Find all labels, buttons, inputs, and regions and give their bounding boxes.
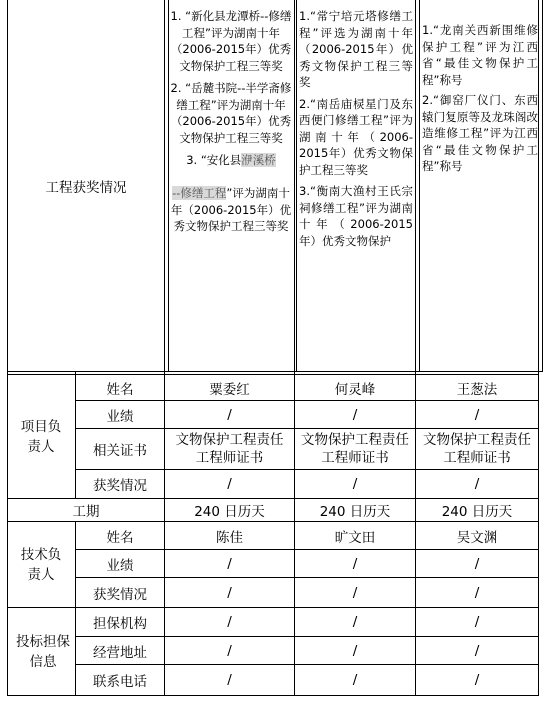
agency-value: / xyxy=(474,614,480,630)
row-label-address: 经营地址 xyxy=(93,644,147,661)
row-label-name: 姓名 xyxy=(106,381,134,398)
address-value: / xyxy=(474,642,480,659)
award-item-prefix: 3. “安化县 xyxy=(186,153,242,167)
award-list-col1 xyxy=(170,8,292,235)
duration-value: 240 日历天 xyxy=(194,504,265,520)
duration-label: 工期 xyxy=(72,504,100,520)
awards-value: / xyxy=(474,584,480,601)
award-section-label: 工程获奖情况 xyxy=(45,179,127,196)
certificate-value: 文物保护工程责任工程师证书 xyxy=(423,432,531,466)
row-label-phone: 联系电话 xyxy=(93,674,147,690)
awards-value: / xyxy=(474,476,480,492)
tech-leader-name: 旷文田 xyxy=(334,529,376,546)
award-item: 2.“御窑厂仪门、东西辕门复原等及龙珠阁改造维修工程”评为江西省“最佳文物保护工程”称号 xyxy=(422,93,538,173)
awards-value: / xyxy=(227,476,232,492)
guarantee-label: 投标担保信息 xyxy=(16,633,70,670)
row-label-awards: 获奖情况 xyxy=(93,478,147,494)
phone-value: / xyxy=(352,672,358,688)
table-border-right xyxy=(538,0,539,696)
certificate-value: 文物保护工程责任工程师证书 xyxy=(301,432,409,466)
row-label-performance: 业绩 xyxy=(106,408,134,425)
awards-value: / xyxy=(352,584,358,601)
agency-value: / xyxy=(352,614,358,630)
bid-info-table xyxy=(7,0,543,696)
row-label-certificate: 相关证书 xyxy=(93,443,147,459)
award-list-col3 xyxy=(422,22,538,175)
award-item: 3.“衡南大渔村王氏宗祠修缮工程”评为湖南十年（2006-2015年）优秀文物保护 xyxy=(299,184,413,248)
award-item: 1. “新化县龙潭桥--修缮工程”评为湖南十年（2006-2015年）优秀文物保护工程三等奖 xyxy=(170,9,292,73)
address-value: / xyxy=(227,642,232,659)
performance-value: / xyxy=(474,406,480,423)
award-item: 2. “岳麓书院--半学斋修缮工程”评为湖南十年（2006-2015年）优秀文物保护工程三等奖 xyxy=(170,81,292,145)
award-item-suffix: ”评为湖南十年（2006-2015年）优秀文物保护工程三等奖 xyxy=(170,186,292,233)
project-leader-name: 王葱法 xyxy=(456,381,498,398)
project-leader-label: 项目负责人 xyxy=(20,418,62,455)
tech-leader-name: 陈佳 xyxy=(216,529,243,546)
award-list-col2 xyxy=(299,8,413,249)
performance-value: / xyxy=(474,555,480,572)
project-leader-name: 何灵峰 xyxy=(334,381,376,398)
performance-value: / xyxy=(227,555,232,572)
address-value: / xyxy=(352,642,358,659)
tech-leader-name: 吴文渊 xyxy=(456,529,498,546)
certificate-value: 文物保护工程责任工程师证书 xyxy=(175,432,284,466)
phone-value: / xyxy=(227,672,232,688)
highlighted-text: 洢溪桥 xyxy=(241,153,276,167)
row-divider xyxy=(7,371,543,372)
column-divider xyxy=(296,0,297,371)
phone-value: / xyxy=(474,672,480,688)
duration-value: 240 日历天 xyxy=(319,504,391,520)
row-label-awards: 获奖情况 xyxy=(93,586,147,603)
row-label-performance: 业绩 xyxy=(106,557,134,574)
performance-value: / xyxy=(352,406,358,423)
highlighted-text: --修缮工程 xyxy=(172,186,227,200)
row-label-name: 姓名 xyxy=(106,529,134,546)
performance-value: / xyxy=(227,406,232,423)
award-item: 2.“南岳庙棂星门及东西便门修缮工程”评为湖南十年（2006-2015年）优秀文物保护工程三等奖 xyxy=(299,96,413,177)
table-border-bottom xyxy=(7,695,539,696)
row-label-agency: 担保机构 xyxy=(93,616,147,632)
tech-leader-label: 技术负责人 xyxy=(20,546,62,583)
award-item: 1.“常宁培元塔修缮工程”评选为湖南十年（2006-2015年）优秀文物保护工程三等奖 xyxy=(299,9,413,89)
duration-value: 240 日历天 xyxy=(441,504,513,520)
performance-value: / xyxy=(352,555,358,572)
column-divider xyxy=(168,0,169,371)
awards-value: / xyxy=(352,476,358,492)
project-leader-name: 粟委红 xyxy=(209,381,250,398)
award-item xyxy=(170,152,292,235)
agency-value: / xyxy=(227,614,232,630)
awards-value: / xyxy=(227,584,232,601)
table-border-right xyxy=(542,0,543,371)
award-item: 1.“龙南关西新围维修保护工程”评为江西省“最佳文物保护工程”称号 xyxy=(422,23,538,87)
column-divider xyxy=(419,0,420,371)
